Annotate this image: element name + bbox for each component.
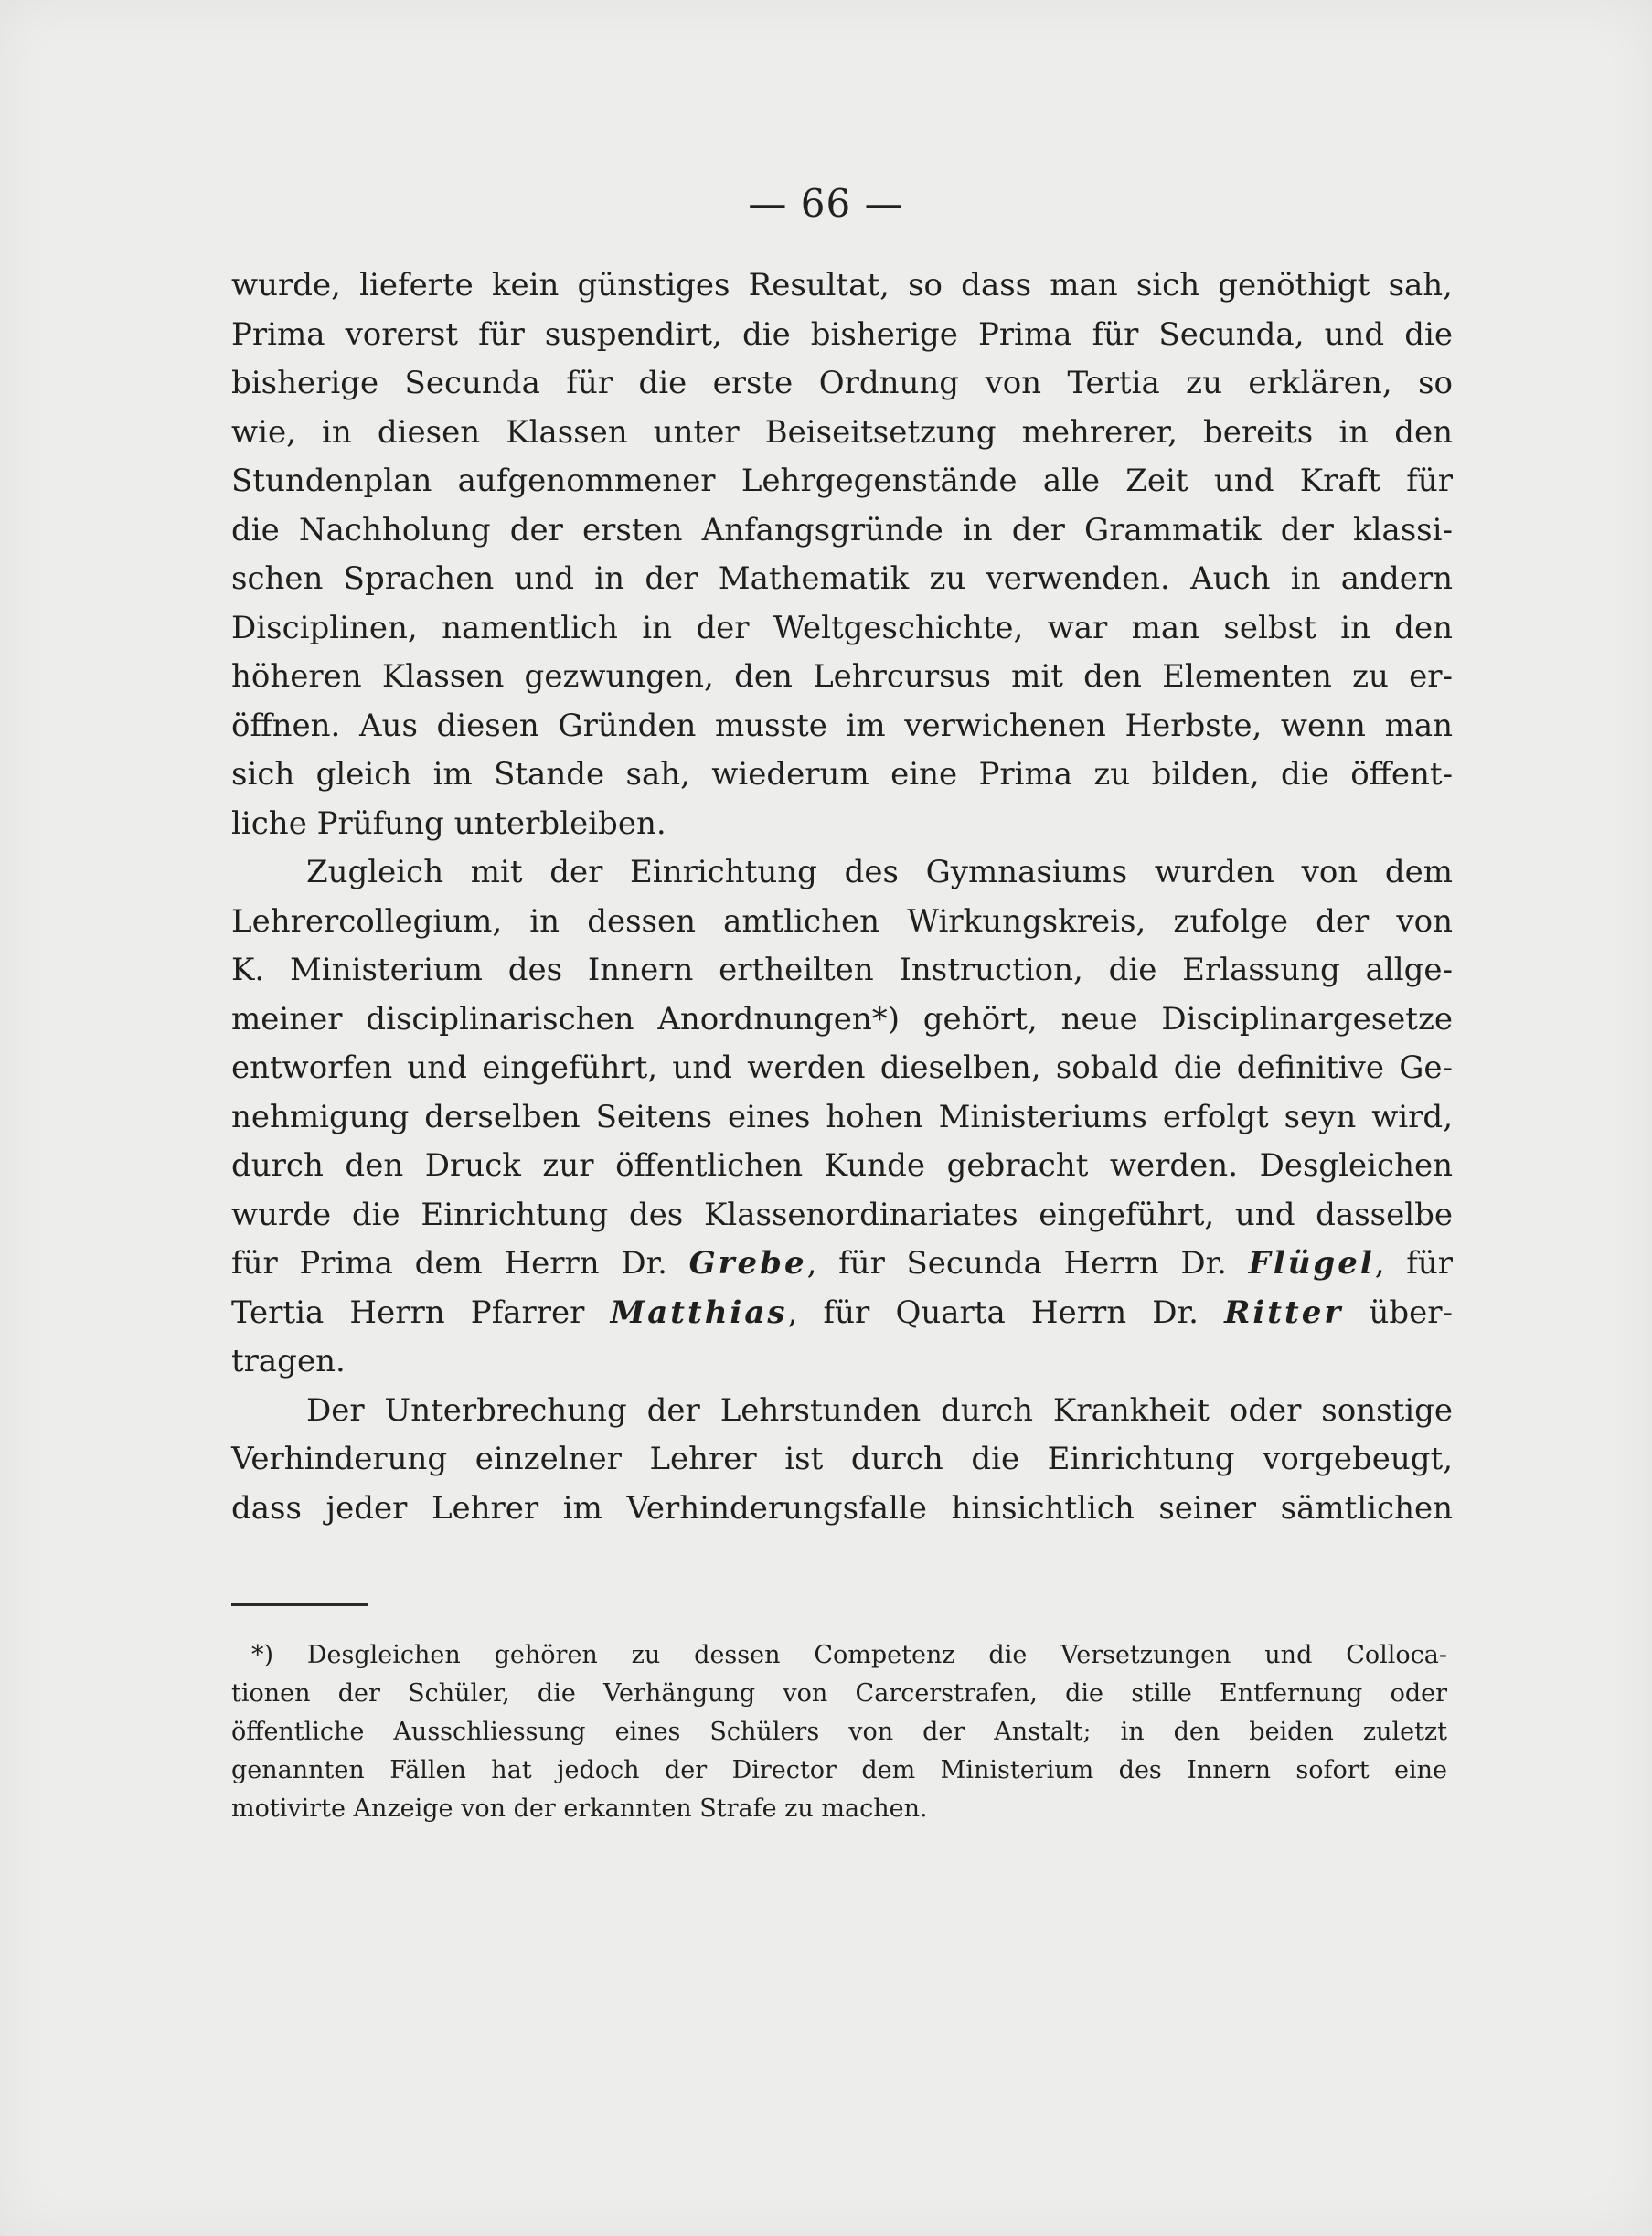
text-line: Verhinderung einzelner Lehrer ist durch die Einrichtung vorgebeugt,	[231, 1441, 1453, 1477]
text-line: wie, in diesen Klassen unter Beiseitsetzung mehrerer, bereits in den	[231, 413, 1453, 451]
teacher-name: Ritter	[1224, 1294, 1344, 1331]
text-line: dass jeder Lehrer im Verhinderungsfalle hinsichtlich seiner sämtlichen	[231, 1489, 1453, 1527]
text-line: Stundenplan aufgenommener Lehrgegenstände alle Zeit und Kraft für	[231, 463, 1453, 499]
text-line: entworfen und eingeführt, und werden dieselben, sobald die definitive Ge-	[231, 1049, 1453, 1086]
teacher-name: Matthias	[610, 1294, 788, 1331]
text-segment: Tertia Herrn Pfarrer	[231, 1294, 611, 1331]
text-segment: , für	[1374, 1245, 1453, 1282]
footnote-line: motivirte Anzeige von der erkannten Strafe zu machen.	[231, 1794, 928, 1823]
text-line: Zugleich mit der Einrichtung des Gymnasiums wurden von dem	[306, 854, 1453, 890]
footnote-line: öffentliche Ausschliessung eines Schülers von der Anstalt; in den beiden zuletzt	[231, 1718, 1447, 1746]
text-line: nehmigung derselben Seitens eines hohen Ministeriums erfolgt seyn wird,	[231, 1098, 1453, 1135]
text-line: wurde, lieferte kein günstiges Resultat, so dass man sich genöthigt sah,	[231, 267, 1453, 303]
text-segment: über-	[1343, 1294, 1453, 1331]
footnote-line: *) Desgleichen gehören zu dessen Competenz die Versetzungen und Colloca-	[251, 1641, 1447, 1669]
text-line-with-names	[231, 1289, 1453, 1338]
page-number: — 66 —	[748, 181, 904, 226]
text-line: schen Sprachen und in der Mathematik zu verwenden. Auch in andern	[231, 560, 1453, 597]
text-line: meiner disciplinarischen Anordnungen*) gehört, neue Disciplinargesetze	[231, 1000, 1453, 1038]
footnote-line: genannten Fällen hat jedoch der Director dem Ministerium des Innern sofort eine	[231, 1756, 1447, 1784]
text-line: die Nachholung der ersten Anfangsgründe in der Grammatik der klassi-	[231, 511, 1453, 548]
text-segment: , für Quarta Herrn Dr.	[787, 1294, 1225, 1331]
text-line: Lehrercollegium, in dessen amtlichen Wirkungskreis, zufolge der von	[231, 902, 1453, 940]
main-text	[231, 261, 1453, 1533]
text-line: Disciplinen, namentlich in der Weltgeschichte, war man selbst in den	[231, 609, 1453, 646]
text-line-with-names	[231, 1240, 1453, 1289]
text-line: K. Ministerium des Innern ertheilten Instruction, die Erlassung allge-	[231, 952, 1453, 988]
text-segment: für Prima dem Herrn Dr.	[231, 1245, 689, 1282]
text-line: tragen.	[231, 1343, 346, 1379]
text-line: Der Unterbrechung der Lehrstunden durch Krankheit oder sonstige	[306, 1391, 1453, 1429]
teacher-name: Grebe	[688, 1245, 807, 1282]
footnote-rule	[231, 1603, 368, 1606]
teacher-name: Flügel	[1248, 1245, 1375, 1282]
text-line: durch den Druck zur öffentlichen Kunde gebracht werden. Desgleichen	[231, 1147, 1453, 1184]
text-line: höheren Klassen gezwungen, den Lehrcursus mit den Elementen zu er-	[231, 658, 1453, 695]
footnote	[231, 1636, 1447, 1828]
text-line: wurde die Einrichtung des Klassenordinariates eingeführt, und dasselbe	[231, 1196, 1453, 1233]
footnote-line: tionen der Schüler, die Verhängung von Carcerstrafen, die stille Entfernung oder	[231, 1679, 1447, 1708]
text-line: liche Prüfung unterbleiben.	[231, 804, 666, 842]
text-line: Prima vorerst für suspendirt, die bisherige Prima für Secunda, und die	[231, 315, 1453, 353]
text-line: sich gleich im Stande sah, wiederum eine Prima zu bilden, die öffent-	[231, 756, 1453, 793]
text-segment: , für Secunda Herrn Dr.	[806, 1245, 1249, 1282]
text-line: öffnen. Aus diesen Gründen musste im verwichenen Herbste, wenn man	[231, 707, 1453, 744]
text-line: bisherige Secunda für die erste Ordnung von Tertia zu erklären, so	[231, 365, 1453, 401]
